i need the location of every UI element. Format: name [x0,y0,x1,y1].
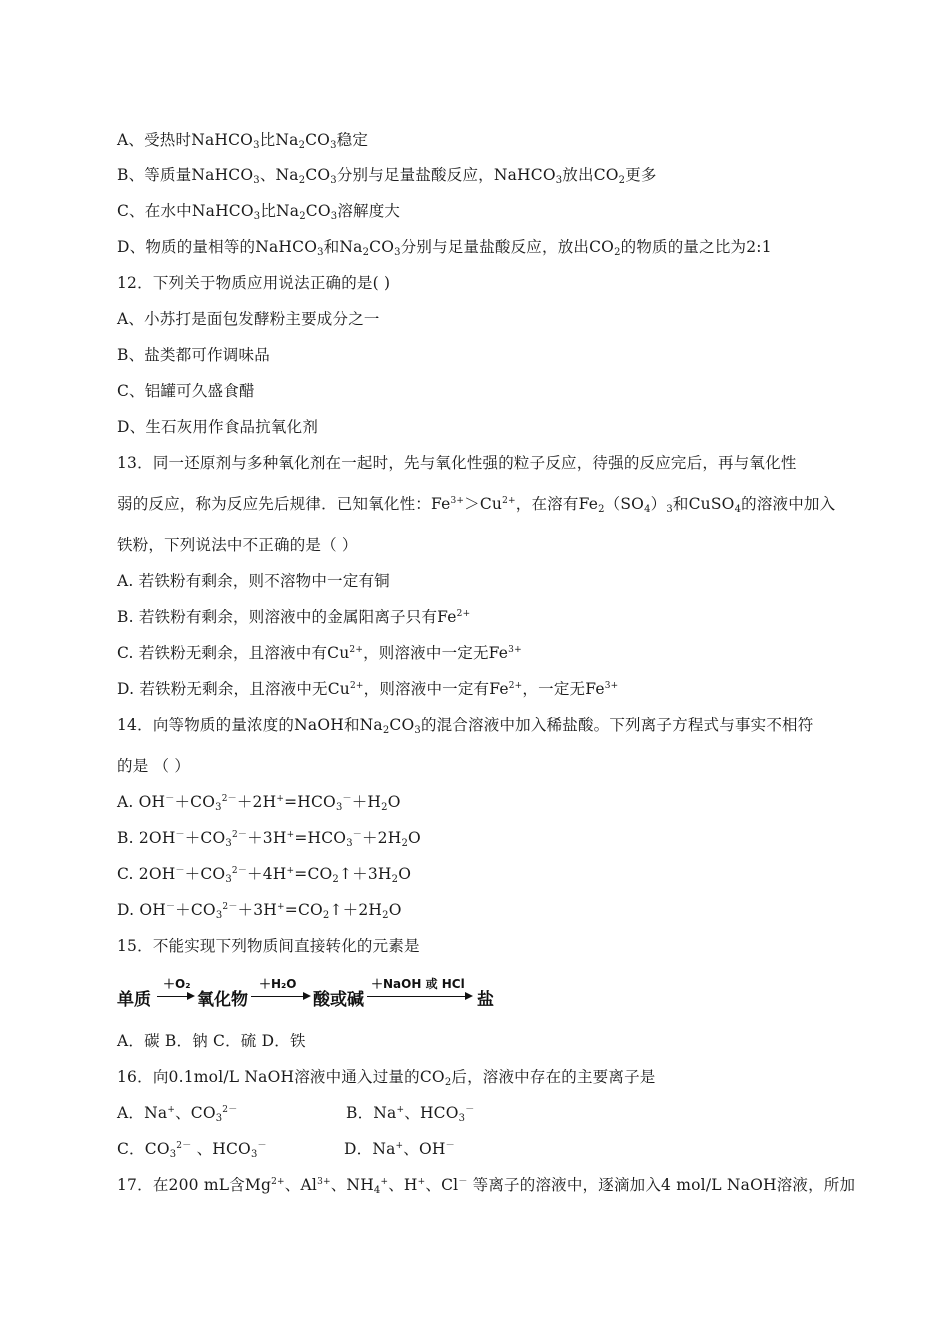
q17-stem: 17．在200 mL含$Mg^{2+}$、$Al^{3+}$、$NH_4^+$、H+、Cl－ 等离子的溶液中，逐滴加入4 mol/L NaOH溶液，所加 [117,1176,856,1196]
scheme-label-h2o: ＋H₂O [259,977,297,991]
scheme-label-o2: ＋O₂ [163,977,191,991]
scheme-node-element: 单质 [117,990,151,1010]
conversion-scheme [117,975,497,1011]
scheme-node-oxide: 氧化物 [197,990,248,1010]
q16-options-row1 [117,1101,617,1123]
scheme-arrow-1 [157,996,193,997]
q16-option-c: C．$CO_3^{2-}$ 、$HCO_3^-$ [117,1140,267,1160]
scheme-arrow-3 [367,996,471,997]
q11-option-d: D、物质的量相等的NaHCO$_3$和$Na_2CO_3$分别与足量盐酸反应，放出$CO_2$的物质的量之比为2:1 [117,238,772,258]
scheme-arrow-2 [251,996,309,997]
q12-option-a: A、小苏打是面包发酵粉主要成分之一 [117,310,380,328]
q14-option-a: A. $OH^-+CO_3^{2-}+2H^+=HCO_3^-+H_2O$ [117,793,401,813]
scheme-label-naoh-hcl: ＋NaOH 或 HCl [371,977,465,991]
scheme-node-salt: 盐 [477,990,494,1010]
q16-option-a: A．Na+、$CO_3^{2-}$ [117,1104,238,1124]
q12-option-d: D、生石灰用作食品抗氧化剂 [117,418,319,436]
q16-stem: 16．向0.1mol/L NaOH溶液中通入过量的$CO_2$后，溶液中存在的主要离子是 [117,1068,656,1088]
q16-options-row2 [117,1137,617,1159]
q14-stem-line1: 14．向等物质的量浓度的NaOH和$Na_2CO_3$的混合溶液中加入稀盐酸。下列离子方程式与事实不相符 [117,716,814,736]
scheme-node-acid-base: 酸或碱 [313,990,364,1010]
q12-option-c: C、铝罐可久盛食醋 [117,382,255,400]
q12-stem: 12．下列关于物质应用说法正确的是( ) [117,274,391,292]
q11-option-c: C、在水中NaHCO$_3$比$Na_2CO_3$溶解度大 [117,202,401,222]
q12-option-b: B、盐类都可作调味品 [117,346,270,364]
q13-stem-line3: 铁粉，下列说法中不正确的是（ ） [117,536,358,554]
q16-option-b: B．Na+、$HCO_3^-$ [346,1104,475,1124]
q14-option-b: B. $2OH^-+CO_3^{2-}+3H^+=HCO_3^-+2H_2O$ [117,829,421,849]
q13-option-a: A. 若铁粉有剩余，则不溶物中一定有铜 [117,572,390,590]
q14-option-d: D. $OH^-+CO_3^{2-}+3H^+=CO_2↑+2H_2O$ [117,901,402,921]
q15-stem: 15．不能实现下列物质间直接转化的元素是 [117,937,420,955]
q13-option-b: B. 若铁粉有剩余，则溶液中的金属阳离子只有$Fe^{2+}$ [117,608,471,626]
q13-option-c: C. 若铁粉无剩余，且溶液中有$Cu^{2+}$，则溶液中一定无$Fe^{3+}$ [117,644,522,662]
q14-option-c: C. $2OH^-+CO_3^{2-}+4H^+=CO_2↑+3H_2O$ [117,865,412,885]
q16-option-d: D．Na+、OH－ [344,1140,455,1158]
q11-option-a: A、受热时NaHCO$_3$比$Na_2CO_3$稳定 [117,131,369,151]
q13-stem-line1: 13．同一还原剂与多种氧化剂在一起时，先与氧化性强的粒子反应，待强的反应完后，再与氧化性 [117,454,797,472]
q13-option-d: D. 若铁粉无剩余，且溶液中无$Cu^{2+}$，则溶液中一定有$Fe^{2+}$，一定无$Fe^{3+}$ [117,680,619,698]
q11-option-b: B、等质量NaHCO$_3$、$Na_2CO_3$分别与足量盐酸反应，NaHCO$_3$放出$CO_2$更多 [117,166,657,186]
q13-stem-line2: 弱的反应，称为反应先后规律．已知氧化性：$Fe^{3+}>Cu^{2+}$，在溶有$Fe_2(SO_4)_3$和CuSO$_4$的溶液中加入 [117,495,836,515]
q14-stem-line2: 的是 （ ） [117,757,191,775]
q15-options: A．碳 B．钠 C．硫 D．铁 [117,1032,306,1050]
